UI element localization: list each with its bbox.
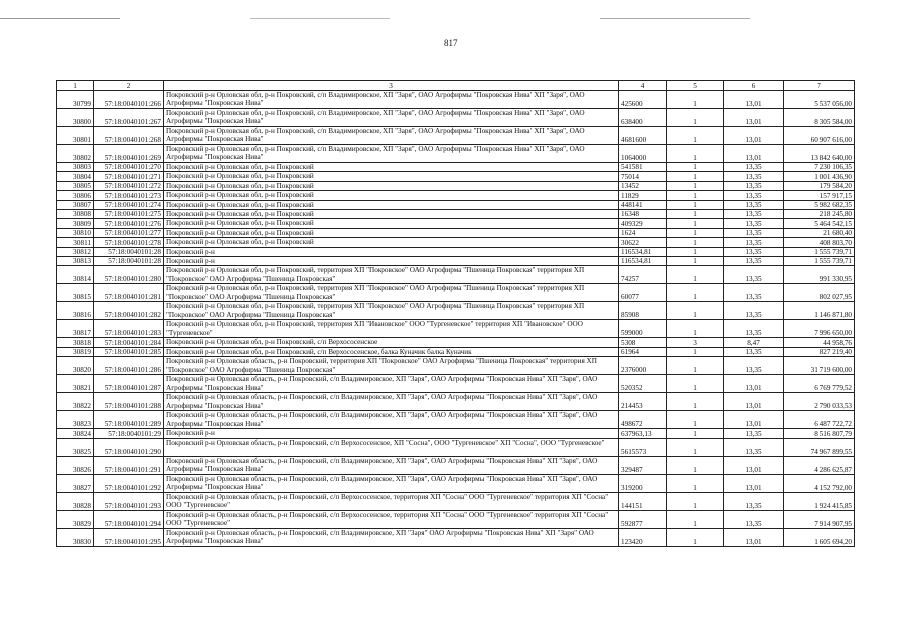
area-cell: 599000: [619, 320, 667, 338]
table-body: [57, 91, 855, 547]
cadastral-number-cell: 57:18:0040101:293: [94, 492, 164, 510]
area-cell: 2376000: [619, 357, 667, 375]
row-number-cell: 30802: [57, 145, 94, 163]
row-number-cell: 30828: [57, 492, 94, 510]
value-cell: 1 001 436,90: [784, 172, 855, 181]
value-cell: 991 330,95: [784, 266, 855, 284]
table-row: [57, 238, 855, 247]
rate-cell: 13,01: [724, 127, 784, 145]
cadastral-number-cell: 57:18:0040101:275: [94, 210, 164, 219]
row-number-cell: 30819: [57, 347, 94, 356]
rate-cell: 13,35: [724, 492, 784, 510]
header-cell: 2: [94, 81, 164, 91]
cadastral-number-cell: 57:18:0040101:283: [94, 320, 164, 338]
rate-cell: 13,35: [724, 266, 784, 284]
address-cell: Покровский р-н Орловская обл, р-н Покровский, с/п Верхососенское, балка Куначик балка Куначик: [164, 347, 619, 356]
value-cell: 2 790 033,53: [784, 393, 855, 411]
column-5-cell: 1: [667, 302, 724, 320]
row-number-cell: 30816: [57, 302, 94, 320]
data-table: [56, 80, 855, 547]
value-cell: 157 917,15: [784, 191, 855, 200]
area-cell: 30622: [619, 238, 667, 247]
cadastral-number-cell: 57:18:0040101:287: [94, 375, 164, 393]
column-5-cell: 1: [667, 247, 724, 256]
scan-artifact-line: [0, 18, 120, 19]
table-row: [57, 393, 855, 411]
cadastral-number-cell: 57:18:0040101:267: [94, 109, 164, 127]
row-number-cell: 30805: [57, 181, 94, 190]
rate-cell: 13,35: [724, 510, 784, 528]
column-5-cell: 1: [667, 438, 724, 456]
table-row: [57, 163, 855, 172]
value-cell: 827 219,40: [784, 347, 855, 356]
area-cell: 319200: [619, 474, 667, 492]
cadastral-number-cell: 57:18:0040101:274: [94, 200, 164, 209]
value-cell: 74 967 899,55: [784, 438, 855, 456]
table-row: [57, 456, 855, 474]
cadastral-number-cell: 57:18:0040101:284: [94, 338, 164, 347]
area-cell: 214453: [619, 393, 667, 411]
address-cell: Покровский р-н Орловская область, р-н Покровский, с/п Владимировское, ХП "Заря", ОАО Агрофирмы "Покровская Нива" ХП "Заря", ОАО Агрофирмы "Покровская Нива": [164, 456, 619, 474]
row-number-cell: 30808: [57, 210, 94, 219]
area-cell: 637963,13: [619, 429, 667, 438]
area-cell: 638400: [619, 109, 667, 127]
value-cell: 179 584,20: [784, 181, 855, 190]
address-cell: Покровский р-н Орловская обл, р-н Покровский, с/п Владимировское, ХП "Заря", ОАО Агрофирмы "Покровская Нива" ХП "Заря", ОАО Агрофирмы "Покровская Нива": [164, 109, 619, 127]
value-cell: 7 996 650,00: [784, 320, 855, 338]
column-5-cell: 1: [667, 528, 724, 546]
area-cell: 60077: [619, 284, 667, 302]
area-cell: 498672: [619, 411, 667, 429]
address-cell: Покровский р-н Орловская обл, р-н Покровский: [164, 228, 619, 237]
column-5-cell: 1: [667, 347, 724, 356]
area-cell: 61964: [619, 347, 667, 356]
value-cell: 8 305 584,00: [784, 109, 855, 127]
cadastral-number-cell: 57:18:0040101:295: [94, 528, 164, 546]
address-cell: Покровский р-н Орловская обл, р-н Покровский: [164, 163, 619, 172]
rate-cell: 13,35: [724, 238, 784, 247]
address-cell: Покровский р-н Орловская обл, р-н Покровский, с/п Владимировское, ХП "Заря", ОАО Агрофирмы "Покровская Нива" ХП "Заря", ОАО Агрофирмы "Покровская Нива": [164, 91, 619, 109]
area-cell: 541581: [619, 163, 667, 172]
value-cell: 1 924 415,85: [784, 492, 855, 510]
row-number-cell: 30799: [57, 91, 94, 109]
value-cell: 7 230 106,35: [784, 163, 855, 172]
rate-cell: 13,35: [724, 302, 784, 320]
column-5-cell: 1: [667, 127, 724, 145]
area-cell: 1064000: [619, 145, 667, 163]
table-row: [57, 219, 855, 228]
column-5-cell: 1: [667, 163, 724, 172]
cadastral-number-cell: 57:18:0040101:270: [94, 163, 164, 172]
area-cell: 75014: [619, 172, 667, 181]
row-number-cell: 30818: [57, 338, 94, 347]
table-row: [57, 429, 855, 438]
row-number-cell: 30800: [57, 109, 94, 127]
value-cell: 5 982 682,35: [784, 200, 855, 209]
value-cell: 1 555 739,71: [784, 257, 855, 266]
area-cell: 13452: [619, 181, 667, 190]
value-cell: 60 907 616,00: [784, 127, 855, 145]
area-cell: 11829: [619, 191, 667, 200]
value-cell: 13 842 640,00: [784, 145, 855, 163]
cadastral-number-cell: 57:18:0040101:291: [94, 456, 164, 474]
address-cell: Покровский р-н Орловская обл, р-н Покровский, территория ХП "Покровское" ОАО Агрофирма "Пшеница Покровская" территория ХП "Покровское" ОАО Агрофирма "Пшеница Покровская": [164, 302, 619, 320]
address-cell: Покровский р-н: [164, 257, 619, 266]
table-row: [57, 200, 855, 209]
cadastral-number-cell: 57:18:0040101:278: [94, 238, 164, 247]
value-cell: 1 555 739,71: [784, 247, 855, 256]
rate-cell: 13,35: [724, 357, 784, 375]
address-cell: Покровский р-н: [164, 429, 619, 438]
row-number-cell: 30820: [57, 357, 94, 375]
column-5-cell: 1: [667, 474, 724, 492]
row-number-cell: 30817: [57, 320, 94, 338]
area-cell: 520352: [619, 375, 667, 393]
row-number-cell: 30803: [57, 163, 94, 172]
cadastral-number-cell: 57:18:0040101:268: [94, 127, 164, 145]
address-cell: Покровский р-н Орловская обл, р-н Покровский: [164, 191, 619, 200]
row-number-cell: 30821: [57, 375, 94, 393]
value-cell: 4 152 792,00: [784, 474, 855, 492]
column-5-cell: 1: [667, 510, 724, 528]
column-5-cell: 1: [667, 375, 724, 393]
table-row: [57, 109, 855, 127]
cadastral-number-cell: 57:18:0040101:280: [94, 266, 164, 284]
column-5-cell: 1: [667, 91, 724, 109]
cadastral-number-cell: 57:18:0040101:272: [94, 181, 164, 190]
address-cell: Покровский р-н Орловская область, р-н Покровский, с/п Верхососенское, территория ХП "Сосна" ООО "Тургеневское" территория ХП "Сосна" ООО "Тургеневское": [164, 492, 619, 510]
area-cell: 116534,81: [619, 247, 667, 256]
table-row: [57, 510, 855, 528]
rate-cell: 13,35: [724, 219, 784, 228]
area-cell: 85908: [619, 302, 667, 320]
rate-cell: 13,35: [724, 438, 784, 456]
row-number-cell: 30812: [57, 247, 94, 256]
rate-cell: 13,35: [724, 247, 784, 256]
table-row: [57, 181, 855, 190]
table-row: [57, 191, 855, 200]
address-cell: Покровский р-н Орловская обл, р-н Покровский, территория ХП "Покровское" ОАО Агрофирма "Пшеница Покровская" территория ХП "Покровское" ОАО Агрофирма "Пшеница Покровская": [164, 284, 619, 302]
rate-cell: 13,01: [724, 456, 784, 474]
table-row: [57, 411, 855, 429]
area-cell: 5615573: [619, 438, 667, 456]
cadastral-number-cell: 57:18:0040101:271: [94, 172, 164, 181]
cadastral-number-cell: 57:18:0040101:290: [94, 438, 164, 456]
area-cell: 409329: [619, 219, 667, 228]
rate-cell: 13,01: [724, 528, 784, 546]
address-cell: Покровский р-н Орловская область, р-н Покровский, территория ХП "Покровское" ОАО Агрофирма "Пшеница Покровская" территория ХП "Покровское" ОАО Агрофирма "Пшеница Покровская": [164, 357, 619, 375]
column-5-cell: 1: [667, 238, 724, 247]
value-cell: 6 769 779,52: [784, 375, 855, 393]
rate-cell: 13,01: [724, 375, 784, 393]
column-5-cell: 1: [667, 200, 724, 209]
column-5-cell: 1: [667, 109, 724, 127]
table-row: [57, 474, 855, 492]
address-cell: Покровский р-н Орловская область, р-н Покровский, с/п Верхососенское, территория ХП "Сосна" ООО "Тургеневское" территория ХП "Сосна" ООО "Тургеневское": [164, 510, 619, 528]
rate-cell: 13,01: [724, 145, 784, 163]
row-number-cell: 30806: [57, 191, 94, 200]
scan-artifact-line: [600, 18, 750, 19]
table-row: [57, 127, 855, 145]
column-5-cell: 3: [667, 338, 724, 347]
area-cell: 5308: [619, 338, 667, 347]
table-row: [57, 347, 855, 356]
header-cell: 1: [57, 81, 94, 91]
address-cell: Покровский р-н Орловская обл, р-н Покровский, с/п Владимировское, ХП "Заря", ОАО Агрофирмы "Покровская Нива" ХП "Заря", ОАО Агрофирмы "Покровская Нива": [164, 127, 619, 145]
row-number-cell: 30813: [57, 257, 94, 266]
cadastral-number-cell: 57:18:0040101:282: [94, 302, 164, 320]
column-5-cell: 1: [667, 429, 724, 438]
column-5-cell: 1: [667, 393, 724, 411]
rate-cell: 8,47: [724, 338, 784, 347]
cadastral-number-cell: 57:18:0040101:277: [94, 228, 164, 237]
area-cell: 425600: [619, 91, 667, 109]
address-cell: Покровский р-н Орловская обл, р-н Покровский: [164, 238, 619, 247]
address-cell: Покровский р-н Орловская обл, р-н Покровский: [164, 210, 619, 219]
table-row: [57, 228, 855, 237]
table-row: [57, 172, 855, 181]
cadastral-number-cell: 57:18:0040101:29: [94, 429, 164, 438]
column-5-cell: 1: [667, 357, 724, 375]
table-row: [57, 338, 855, 347]
rate-cell: 13,35: [724, 320, 784, 338]
rate-cell: 13,01: [724, 474, 784, 492]
address-cell: Покровский р-н Орловская обл, р-н Покровский, территория ХП "Покровское" ОАО Агрофирма "Пшеница Покровская" территория ХП "Покровское" ОАО Агрофирма "Пшеница Покровская": [164, 266, 619, 284]
area-cell: 116534,81: [619, 257, 667, 266]
address-cell: Покровский р-н Орловская обл, р-н Покровский: [164, 200, 619, 209]
area-cell: 448141: [619, 200, 667, 209]
value-cell: 1 146 871,80: [784, 302, 855, 320]
column-5-cell: 1: [667, 456, 724, 474]
area-cell: 144151: [619, 492, 667, 510]
rate-cell: 13,01: [724, 91, 784, 109]
row-number-cell: 30810: [57, 228, 94, 237]
header-cell: 4: [619, 81, 667, 91]
cadastral-number-cell: 57:18:0040101:273: [94, 191, 164, 200]
row-number-cell: 30829: [57, 510, 94, 528]
cadastral-number-cell: 57:18:0040101:292: [94, 474, 164, 492]
area-cell: 16348: [619, 210, 667, 219]
row-number-cell: 30801: [57, 127, 94, 145]
address-cell: Покровский р-н Орловская обл, р-н Покровский, территория ХП "Ивановское" ООО "Тургеневское" территория ХП "Ивановское" ООО "Тургеневское": [164, 320, 619, 338]
address-cell: Покровский р-н Орловская обл, р-н Покровский: [164, 172, 619, 181]
table-row: [57, 528, 855, 546]
table-row: [57, 210, 855, 219]
address-cell: Покровский р-н Орловская область, р-н Покровский, с/п Владимировское, ХП "Заря", ОАО Агрофирмы "Покровская Нива" ХП "Заря", ОАО Агрофирмы "Покровская Нива": [164, 375, 619, 393]
rate-cell: 13,35: [724, 200, 784, 209]
header-cell: 5: [667, 81, 724, 91]
cadastral-number-cell: 57:18:0040101:276: [94, 219, 164, 228]
row-number-cell: 30823: [57, 411, 94, 429]
column-5-cell: 1: [667, 219, 724, 228]
value-cell: 7 914 907,95: [784, 510, 855, 528]
cadastral-number-cell: 57:18:0040101:28: [94, 247, 164, 256]
rate-cell: 13,01: [724, 109, 784, 127]
rate-cell: 13,35: [724, 163, 784, 172]
table-row: [57, 247, 855, 256]
header-cell: 3: [164, 81, 619, 91]
table-row: [57, 357, 855, 375]
rate-cell: 13,35: [724, 172, 784, 181]
table-row: [57, 145, 855, 163]
rate-cell: 13,35: [724, 347, 784, 356]
address-cell: Покровский р-н Орловская область, р-н Покровский, с/п Владимировское, ХП "Заря", ОАО Агрофирмы "Покровская Нива" ХП "Заря", ОАО Агрофирмы "Покровская Нива": [164, 393, 619, 411]
rate-cell: 13,35: [724, 210, 784, 219]
rate-cell: 13,01: [724, 393, 784, 411]
address-cell: Покровский р-н Орловская область, р-н Покровский, с/п Владимировское, ХП "Заря", ОАО Агрофирмы "Покровская Нива" ХП "Заря", ОАО Агрофирмы "Покровская Нива": [164, 411, 619, 429]
header-cell: 6: [724, 81, 784, 91]
column-5-cell: 1: [667, 181, 724, 190]
column-5-cell: 1: [667, 411, 724, 429]
row-number-cell: 30807: [57, 200, 94, 209]
address-cell: Покровский р-н Орловская обл, р-н Покровский: [164, 219, 619, 228]
row-number-cell: 30830: [57, 528, 94, 546]
address-cell: Покровский р-н Орловская область, р-н Покровский, с/п Владимировское, ХП "Заря" ОАО Агрофирмы "Покровская Нива" ХП "Заря" ОАО Агрофирмы "Покровская Нива": [164, 528, 619, 546]
column-5-cell: 1: [667, 266, 724, 284]
value-cell: 802 027,95: [784, 284, 855, 302]
row-number-cell: 30814: [57, 266, 94, 284]
value-cell: 408 803,70: [784, 238, 855, 247]
value-cell: 8 516 807,79: [784, 429, 855, 438]
cadastral-number-cell: 57:18:0040101:294: [94, 510, 164, 528]
area-cell: 4681600: [619, 127, 667, 145]
area-cell: 1624: [619, 228, 667, 237]
column-5-cell: 1: [667, 257, 724, 266]
row-number-cell: 30815: [57, 284, 94, 302]
cadastral-number-cell: 57:18:0040101:266: [94, 91, 164, 109]
value-cell: 6 487 722,72: [784, 411, 855, 429]
area-cell: 592877: [619, 510, 667, 528]
rate-cell: 13,35: [724, 181, 784, 190]
value-cell: 1 605 694,20: [784, 528, 855, 546]
table-row: [57, 320, 855, 338]
rate-cell: 13,35: [724, 191, 784, 200]
column-5-cell: 1: [667, 191, 724, 200]
table-row: [57, 302, 855, 320]
address-cell: Покровский р-н Орловская обл, р-н Покровский: [164, 181, 619, 190]
table-row: [57, 284, 855, 302]
column-5-cell: 1: [667, 492, 724, 510]
rate-cell: 13,01: [724, 411, 784, 429]
value-cell: 5 537 056,00: [784, 91, 855, 109]
table-row: [57, 266, 855, 284]
address-cell: Покровский р-н Орловская область, р-н Покровский, с/п Верхососенское, ХП "Сосна", ООО "Тургеневское" ХП "Сосна", ООО "Тургеневское": [164, 438, 619, 456]
row-number-cell: 30804: [57, 172, 94, 181]
row-number-cell: 30809: [57, 219, 94, 228]
address-cell: Покровский р-н: [164, 247, 619, 256]
rate-cell: 13,35: [724, 228, 784, 237]
area-cell: 329487: [619, 456, 667, 474]
row-number-cell: 30824: [57, 429, 94, 438]
table-row: [57, 438, 855, 456]
row-number-cell: 30822: [57, 393, 94, 411]
value-cell: 218 245,80: [784, 210, 855, 219]
rate-cell: 13,35: [724, 257, 784, 266]
address-cell: Покровский р-н Орловская область, р-н Покровский, с/п Владимировское, ХП "Заря", ОАО Агрофирмы "Покровская Нива" ХП "Заря", ОАО Агрофирмы "Покровская Нива": [164, 474, 619, 492]
cadastral-number-cell: 57:18:0040101:281: [94, 284, 164, 302]
table-row: [57, 91, 855, 109]
cadastral-number-cell: 57:18:0040101:288: [94, 393, 164, 411]
table-row: [57, 492, 855, 510]
cadastral-number-cell: 57:18:0040101:28: [94, 257, 164, 266]
column-5-cell: 1: [667, 145, 724, 163]
cadastral-number-cell: 57:18:0040101:286: [94, 357, 164, 375]
cadastral-number-cell: 57:18:0040101:289: [94, 411, 164, 429]
column-5-cell: 1: [667, 284, 724, 302]
scan-artifact-line: [250, 18, 390, 19]
row-number-cell: 30811: [57, 238, 94, 247]
value-cell: 31 719 600,00: [784, 357, 855, 375]
address-cell: Покровский р-н Орловская обл, р-н Покровский, с/п Верхососенское: [164, 338, 619, 347]
row-number-cell: 30825: [57, 438, 94, 456]
value-cell: 5 464 542,15: [784, 219, 855, 228]
table-header-row: [57, 81, 855, 91]
row-number-cell: 30827: [57, 474, 94, 492]
column-5-cell: 1: [667, 172, 724, 181]
column-5-cell: 1: [667, 228, 724, 237]
rate-cell: 13,35: [724, 284, 784, 302]
value-cell: 4 286 625,87: [784, 456, 855, 474]
cadastral-number-cell: 57:18:0040101:269: [94, 145, 164, 163]
column-5-cell: 1: [667, 320, 724, 338]
value-cell: 21 680,40: [784, 228, 855, 237]
header-cell: 7: [784, 81, 855, 91]
rate-cell: 13,35: [724, 429, 784, 438]
area-cell: 123420: [619, 528, 667, 546]
column-5-cell: 1: [667, 210, 724, 219]
row-number-cell: 30826: [57, 456, 94, 474]
address-cell: Покровский р-н Орловская обл, р-н Покровский, с/п Владимировское, ХП "Заря", ОАО Агрофирмы "Покровская Нива" ХП "Заря", ОАО Агрофирмы "Покровская Нива": [164, 145, 619, 163]
area-cell: 74257: [619, 266, 667, 284]
table-row: [57, 257, 855, 266]
page-number: 817: [444, 38, 458, 48]
table-row: [57, 375, 855, 393]
cadastral-number-cell: 57:18:0040101:285: [94, 347, 164, 356]
value-cell: 44 958,76: [784, 338, 855, 347]
